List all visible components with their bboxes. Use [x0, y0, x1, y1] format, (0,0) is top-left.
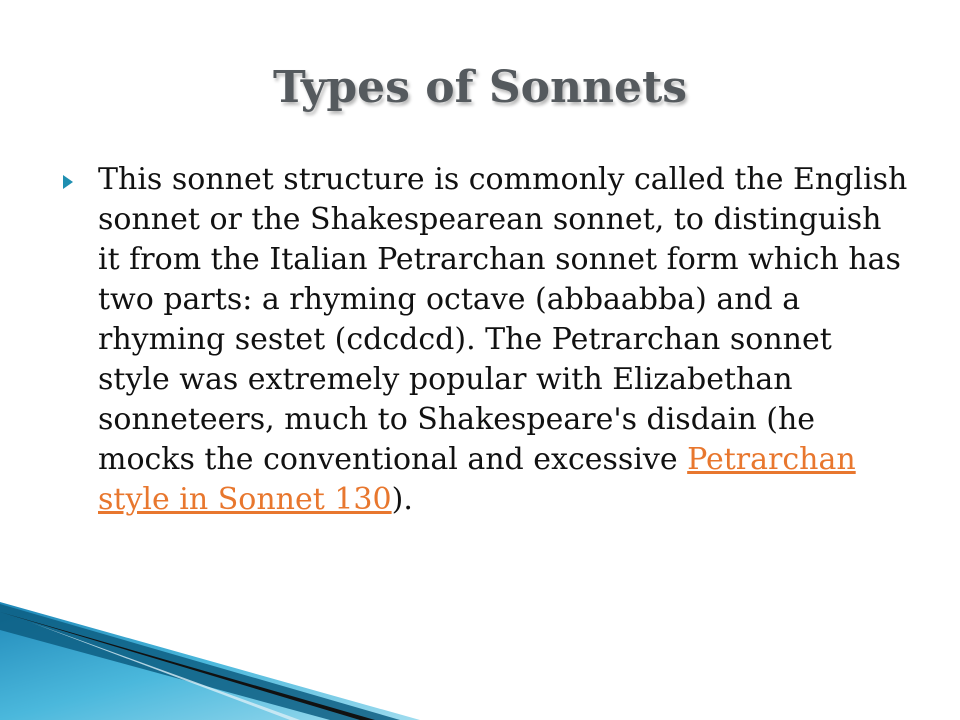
bullet-item	[62, 160, 912, 520]
text-before-link: This sonnet structure is commonly called the English sonnet or the Shakespearean sonnet, to distinguish it from the Italian Petrarchan sonnet form which has two parts: a rhyming octave (abbaabba) and a rhyming sestet (cdcdcd). The Petrarchan sonnet style was extremely popular with Elizabethan sonneteers, much to Shakespeare's disdain (he mocks the conventional and excessive	[98, 162, 908, 477]
triangle-bullet-icon	[62, 160, 98, 190]
slide-content	[62, 160, 912, 520]
corner-wave-decoration	[0, 560, 420, 720]
text-after-link: ).	[391, 482, 413, 517]
slide-title: Types of Sonnets	[272, 62, 688, 113]
bullet-text	[98, 160, 912, 520]
sonnet-130-link[interactable]: Petrarchan style in Sonnet 130	[98, 442, 856, 517]
